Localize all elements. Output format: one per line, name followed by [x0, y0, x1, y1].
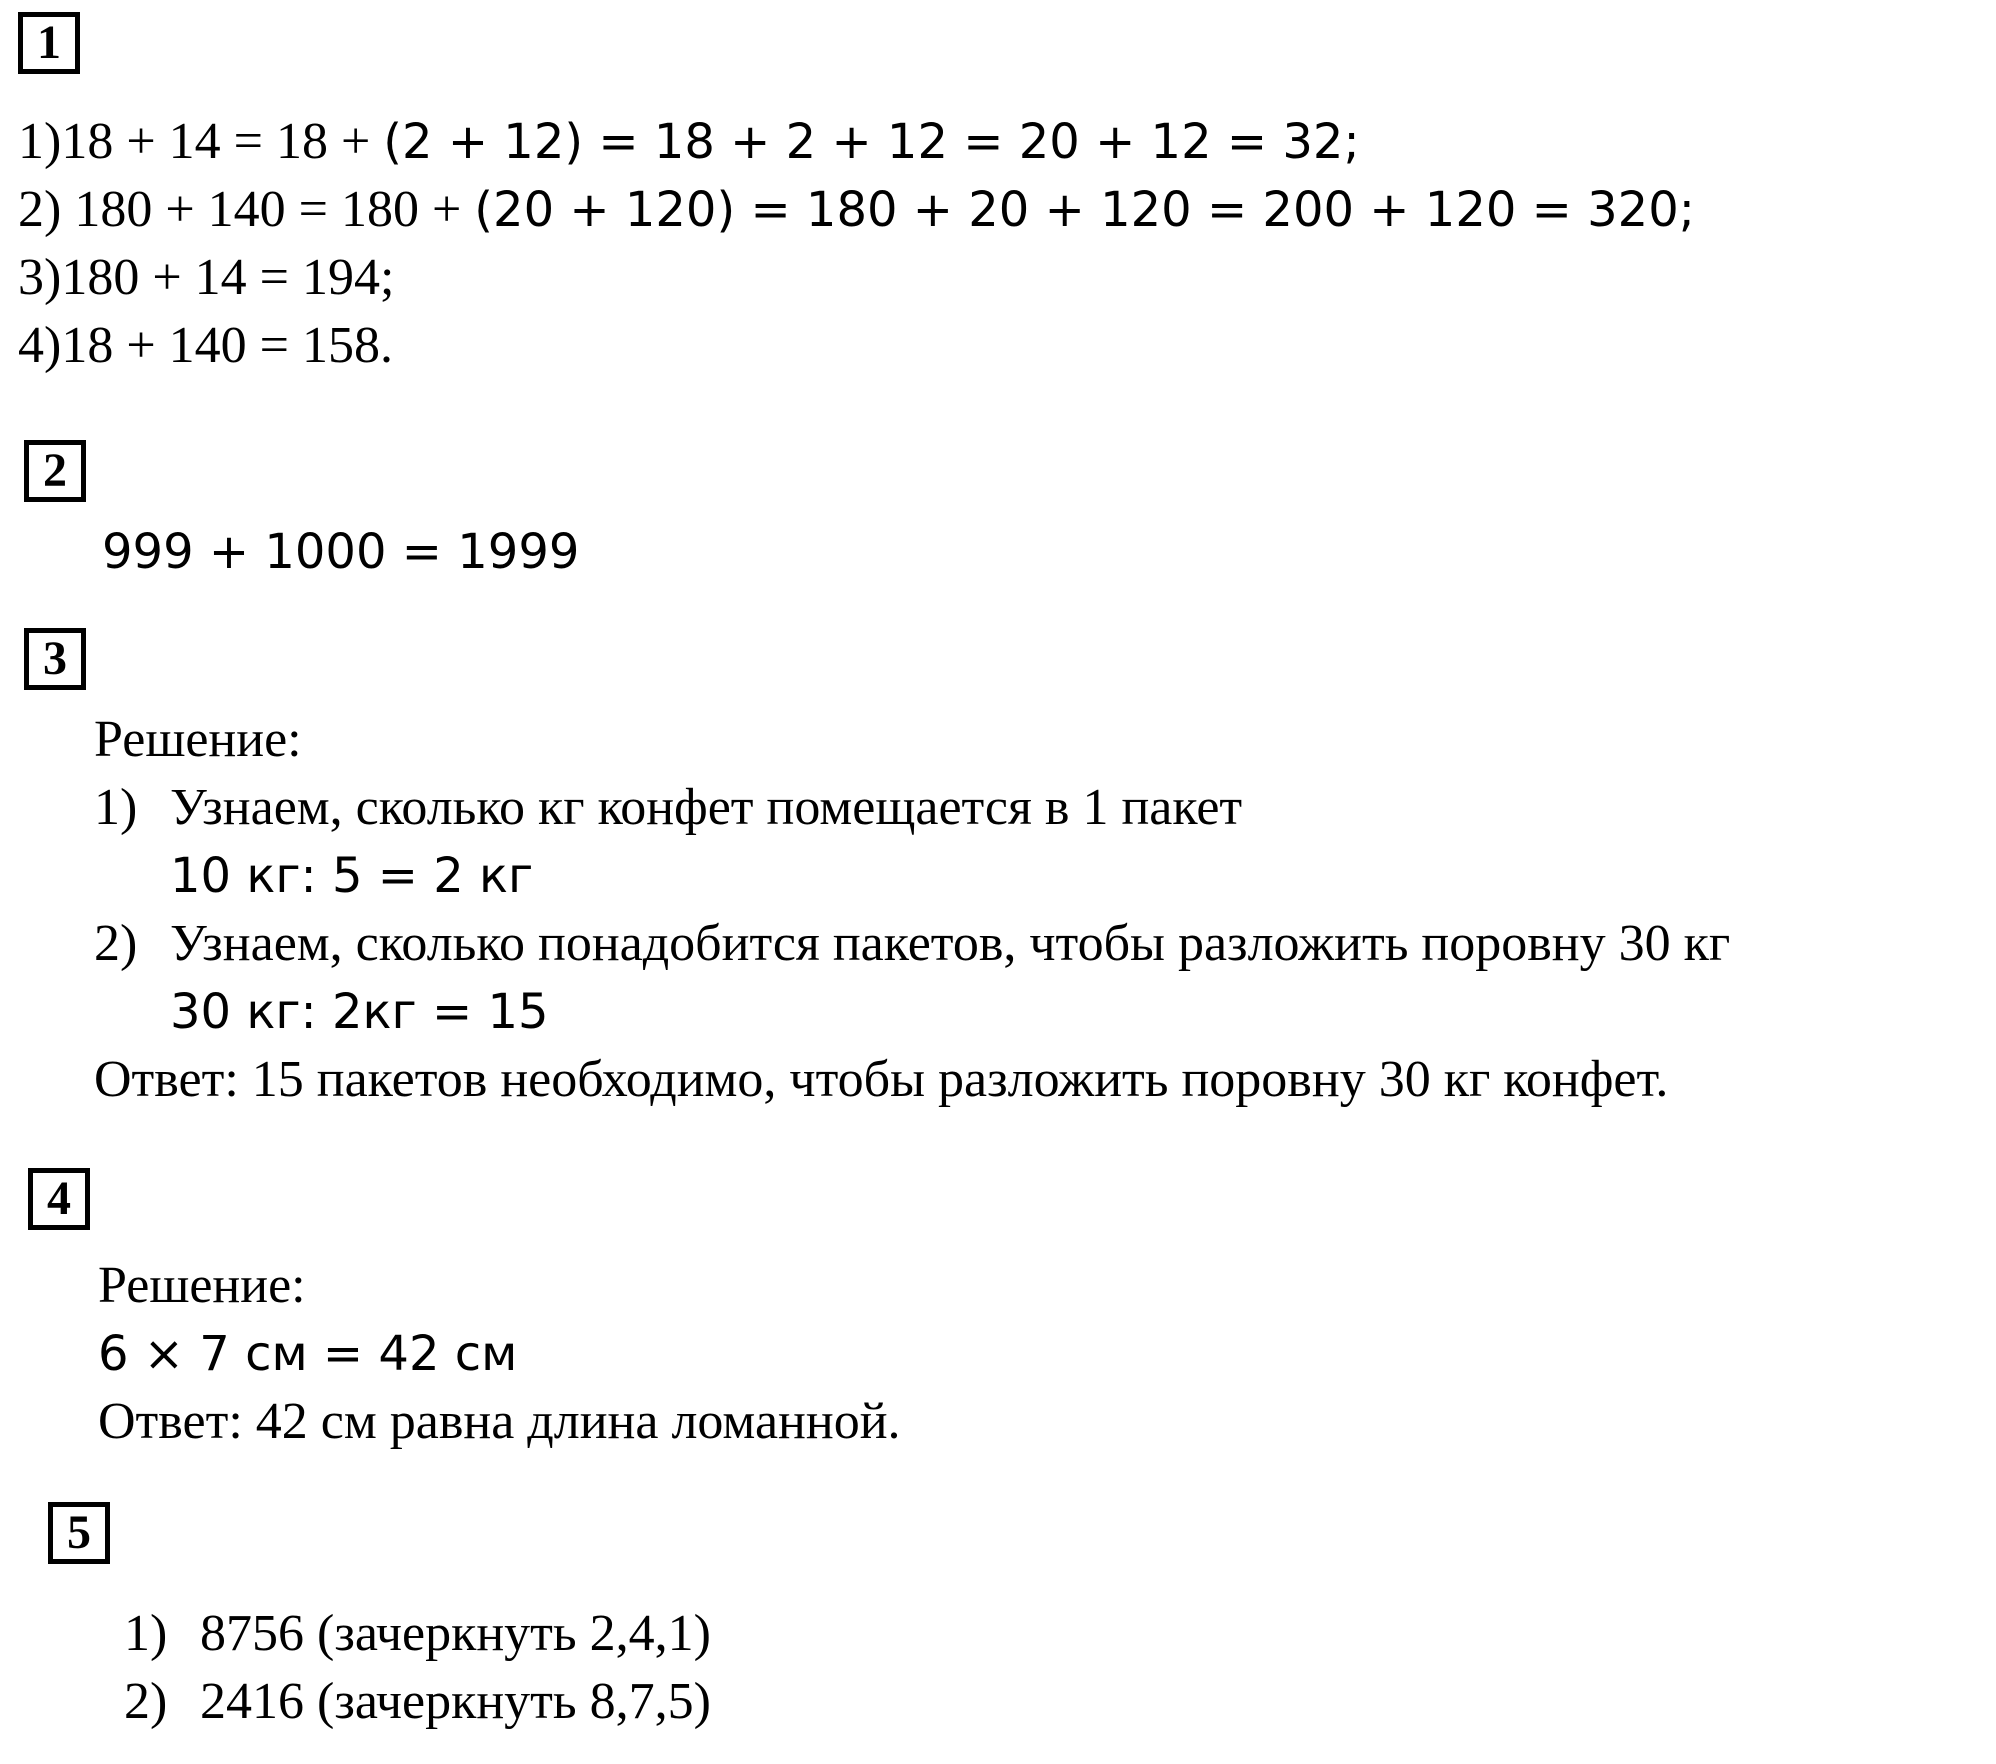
task-number-3: 3 — [24, 628, 86, 690]
task-5-item-2 — [124, 1672, 711, 1732]
task-number-5: 5 — [48, 1502, 110, 1564]
task-3-step-2-calc: 30 кг: 2кг = 15 — [170, 984, 549, 1040]
task-3-step-1-calc: 10 кг: 5 = 2 кг — [170, 848, 534, 904]
task-2-equation: 999 + 1000 = 1999 — [102, 524, 580, 580]
task-1-line-1-part-b: (2 + 12) = 18 + 2 + 12 = 20 + 12 = 32; — [383, 114, 1360, 170]
task-1-line-2-part-b: (20 + 120) = 180 + 20 + 120 = 200 + 120 = 320; — [474, 182, 1695, 238]
task-5-item-1 — [124, 1604, 711, 1664]
task-5-item-1-text: 8756 (зачеркнуть 2,4,1) — [200, 1605, 711, 1662]
task-1-line-2-part-a: 2) 180 + 140 = 180 + — [18, 181, 475, 238]
task-1-line-4: 4)18 + 140 = 158. — [18, 317, 393, 374]
task-3-answer: Ответ: 15 пакетов необходимо, чтобы разложить поровну 30 кг конфет. — [94, 1051, 1669, 1108]
task-number-4: 4 — [28, 1168, 90, 1230]
task-1-line-1 — [18, 112, 1360, 172]
task-1-line-1-part-a: 1)18 + 14 = 18 + — [18, 113, 384, 170]
task-5-item-2-text: 2416 (зачеркнуть 8,7,5) — [200, 1673, 711, 1730]
task-1-line-3: 3)180 + 14 = 194; — [18, 249, 395, 306]
task-3-heading: Решение: — [94, 711, 302, 768]
task-4-calc: 6 × 7 см = 42 см — [98, 1326, 518, 1382]
task-number-1: 1 — [18, 12, 80, 74]
task-3-step-2 — [94, 914, 1730, 974]
task-1-line-2 — [18, 180, 1695, 240]
task-number-2: 2 — [24, 440, 86, 502]
task-3-step-1 — [94, 778, 1242, 838]
task-5-item-1-marker: 1) — [124, 1605, 168, 1662]
task-4-answer: Ответ: 42 см равна длина ломанной. — [98, 1393, 901, 1450]
task-5-item-2-marker: 2) — [124, 1673, 168, 1730]
task-3-step-1-text: Узнаем, сколько кг конфет помещается в 1 пакет — [170, 779, 1243, 836]
task-3-step-1-marker: 1) — [94, 779, 138, 836]
task-3-step-2-text: Узнаем, сколько понадобится пакетов, чтобы разложить поровну 30 кг — [170, 915, 1731, 972]
task-3-step-2-marker: 2) — [94, 915, 138, 972]
task-4-heading: Решение: — [98, 1257, 306, 1314]
